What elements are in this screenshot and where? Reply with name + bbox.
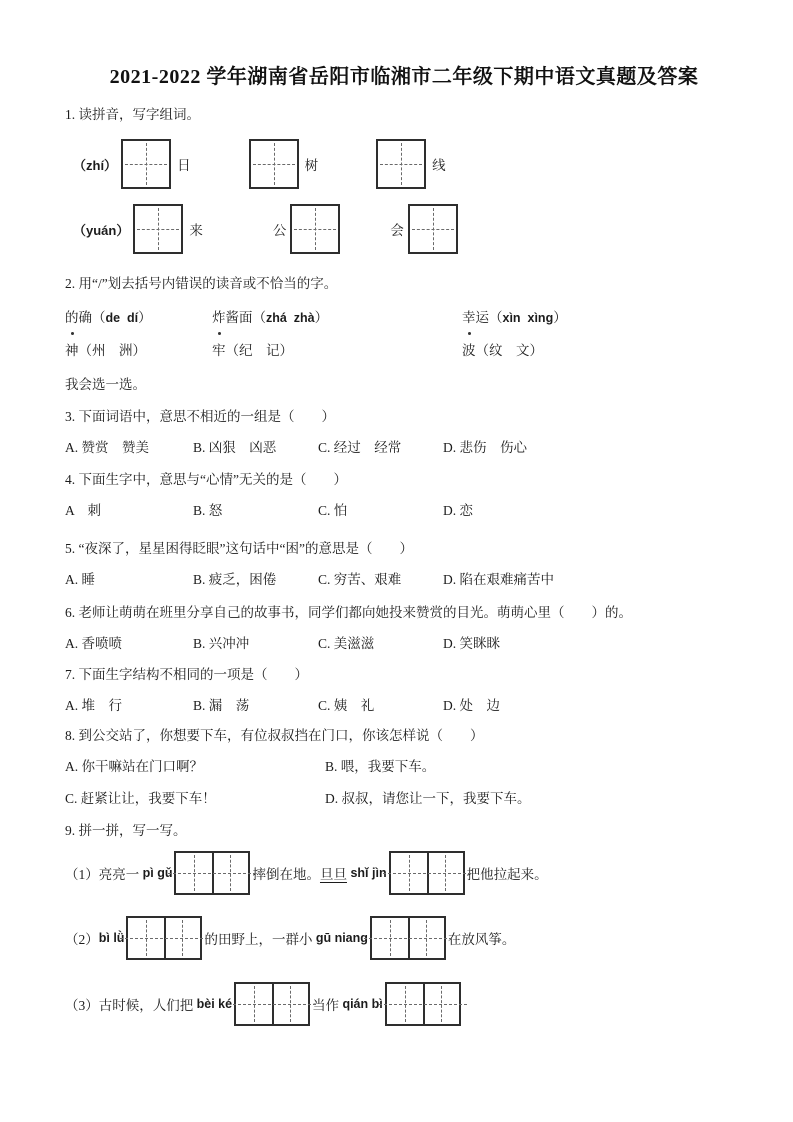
q2-stem: 2. 用“/”划去括号内错误的读音或不恰当的字。 bbox=[65, 276, 338, 291]
q8-stem: 8. 到公交站了，你想要下车，有位叔叔挡在门口，你该怎样说（ ） bbox=[65, 728, 484, 743]
q1-stem: 1. 读拼音，写字组词。 bbox=[65, 107, 200, 122]
q8-option-c: C. 赶紧让让，我要下车！ bbox=[65, 791, 216, 806]
q3-option-c: C. 经过 经常 bbox=[318, 440, 402, 455]
answer-box bbox=[389, 851, 465, 895]
q2-item-shenzhou: 神（州 洲） bbox=[65, 343, 146, 358]
writing-box bbox=[408, 204, 458, 254]
q1-char-lai: 来 bbox=[189, 223, 203, 238]
q8-option-a: A. 你干嘛站在门口啊？ bbox=[65, 759, 203, 774]
q4-stem: 4. 下面生字中，意思与“心情”无关的是（ ） bbox=[65, 472, 347, 487]
q1-char-xian: 线 bbox=[432, 158, 446, 173]
q2-item-bowen: 波（纹 文） bbox=[462, 343, 543, 358]
q6-option-d: D. 笑眯眯 bbox=[443, 636, 500, 651]
q9-item-3 bbox=[65, 982, 743, 1026]
q3-option-d: D. 悲伤 伤心 bbox=[443, 440, 527, 455]
q2-char-row bbox=[65, 341, 743, 360]
q9-item1-text2: 摔倒在地。 bbox=[252, 867, 320, 882]
answer-box bbox=[174, 851, 250, 895]
answer-box bbox=[370, 916, 446, 960]
q9-item2-text2: 在放风筝。 bbox=[447, 932, 516, 947]
q1-row-zhi bbox=[73, 139, 743, 189]
pinyin-label-zhi: （zhí） bbox=[73, 157, 118, 173]
q1-row-yuan bbox=[73, 204, 743, 254]
q9-stem: 9. 拼一拼，写一写。 bbox=[65, 823, 187, 838]
q9-item2-pinyin-guniang: gū niang bbox=[315, 931, 368, 945]
answer-box bbox=[126, 916, 202, 960]
answer-box bbox=[385, 982, 461, 1026]
q8-option-b: B. 喂，我要下车。 bbox=[325, 759, 436, 774]
q9-item-2 bbox=[65, 916, 743, 960]
q3-options bbox=[65, 438, 743, 457]
q9-item1-text3: 把他拉起来。 bbox=[466, 867, 548, 882]
q8-options-row2 bbox=[65, 789, 743, 808]
q9-item1-pinyin-shijin: shǐ jìn bbox=[346, 866, 387, 880]
writing-box bbox=[290, 204, 340, 254]
q1-char-ri: 日 bbox=[177, 158, 191, 173]
q5-option-d: D. 陷在艰难痛苦中 bbox=[443, 572, 554, 587]
q4-option-a: A 刺 bbox=[65, 503, 102, 518]
q7-option-b: B. 漏 荡 bbox=[193, 698, 250, 713]
q5-option-b: B. 疲乏，困倦 bbox=[193, 572, 277, 587]
q9-item1-underlined-dandan: 旦旦 bbox=[319, 867, 347, 882]
q7-option-d: D. 处 边 bbox=[443, 698, 500, 713]
writing-box bbox=[249, 139, 299, 189]
q8-options-row1 bbox=[65, 757, 743, 776]
q6-options bbox=[65, 634, 743, 653]
q1-char-hui: 会 bbox=[390, 223, 404, 238]
q4-option-c: C. 怕 bbox=[318, 503, 348, 518]
q5-option-c: C. 穷苦、艰难 bbox=[318, 572, 402, 587]
q3-option-b: B. 凶狠 凶恶 bbox=[193, 440, 277, 455]
q9-item1-text: （1）亮亮一 bbox=[65, 867, 143, 882]
q9-item-1 bbox=[65, 851, 743, 895]
q6-option-c: C. 美滋滋 bbox=[318, 636, 375, 651]
q9-item3-text2: 当作 bbox=[312, 998, 343, 1013]
q1-char-gong: 公 bbox=[272, 223, 287, 238]
q7-option-a: A. 堆 行 bbox=[65, 698, 122, 713]
q2-item-laoji: 牢（纪 记） bbox=[212, 343, 293, 358]
q1-char-shu: 树 bbox=[304, 158, 319, 173]
q2-item-dique: 的确（de dí） bbox=[65, 305, 212, 331]
q5-options bbox=[65, 570, 743, 589]
q8-option-d: D. 叔叔，请您让一下，我要下车。 bbox=[325, 791, 531, 806]
writing-box bbox=[133, 204, 183, 254]
q9-item1-pinyin-pigu: pì gǔ bbox=[142, 866, 173, 880]
writing-box bbox=[376, 139, 426, 189]
q2-item-zhajiangmian: 炸酱面（zhá zhà） bbox=[212, 305, 462, 331]
q9-item2-pinyin-bilv: bì lǜ bbox=[98, 931, 125, 945]
q5-option-a: A. 睡 bbox=[65, 572, 95, 587]
q4-options bbox=[65, 501, 743, 520]
q6-option-a: A. 香喷喷 bbox=[65, 636, 122, 651]
q3-stem: 3. 下面词语中，意思不相近的一组是（ ） bbox=[65, 409, 335, 424]
q4-option-b: B. 怒 bbox=[193, 503, 223, 518]
q9-item3-pinyin-qianbi: qián bì bbox=[342, 997, 383, 1011]
q4-option-d: D. 恋 bbox=[443, 503, 473, 518]
q6-option-b: B. 兴冲冲 bbox=[193, 636, 250, 651]
writing-box bbox=[121, 139, 171, 189]
q7-option-c: C. 姨 礼 bbox=[318, 698, 375, 713]
q5-stem: 5. “夜深了，星星困得眨眼”这句话中“困”的意思是（ ） bbox=[65, 541, 413, 556]
answer-box bbox=[234, 982, 310, 1026]
q2-pinyin-row bbox=[65, 305, 743, 331]
q7-stem: 7. 下面生字结构不相同的一项是（ ） bbox=[65, 667, 308, 682]
q2-note: 我会选一选。 bbox=[65, 377, 146, 392]
q7-options bbox=[65, 696, 743, 715]
q9-item3-text1: （3）古时候，人们把 bbox=[65, 998, 197, 1013]
q2-item-xingyun: 幸运（xìn xìng） bbox=[462, 305, 743, 331]
page-title: 2021-2022 学年湖南省岳阳市临湘市二年级下期中语文真题及答案 bbox=[109, 66, 699, 88]
q6-stem: 6. 老师让萌萌在班里分享自己的故事书，同学们都向她投来赞赏的目光。萌萌心里（ ）的。 bbox=[65, 605, 632, 620]
q3-option-a: A. 赞赏 赞美 bbox=[65, 440, 149, 455]
pinyin-label-yuan: （yuán） bbox=[73, 222, 130, 238]
q9-item2-num: （2） bbox=[65, 932, 99, 947]
q9-item2-text1: 的田野上，一群小 bbox=[204, 932, 316, 947]
q9-item3-pinyin-beike: bèi ké bbox=[196, 997, 233, 1011]
